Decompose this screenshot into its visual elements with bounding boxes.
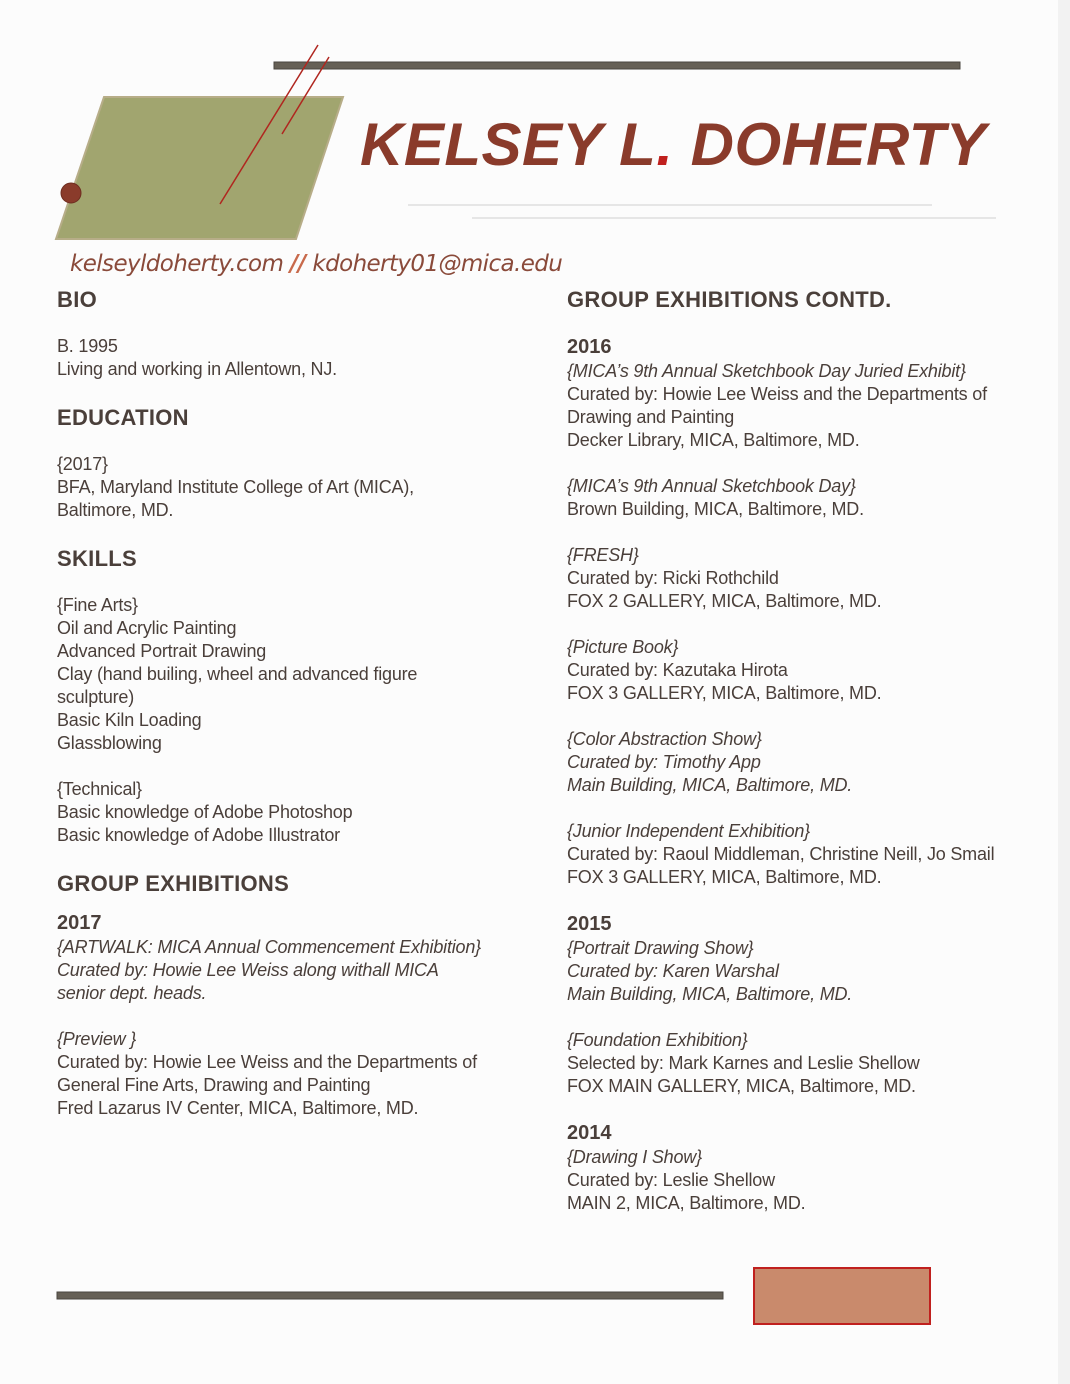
exhibition-detail: Curated by: Ricki Rothchild bbox=[567, 568, 779, 588]
terracotta-block bbox=[754, 1268, 930, 1324]
education-section bbox=[57, 403, 527, 522]
exhibition-venue: FOX 3 GALLERY, MICA, Baltimore, MD. bbox=[567, 683, 882, 703]
exhibition-venue: Decker Library, MICA, Baltimore, MD. bbox=[567, 430, 860, 450]
education-line: Baltimore, MD. bbox=[57, 500, 174, 520]
skill-item: sculpture) bbox=[57, 687, 135, 707]
exhibition-entry bbox=[567, 475, 1047, 521]
exhibition-entry bbox=[57, 936, 527, 1005]
exhibition-detail: Curated by: Raoul Middleman, Christine Neill, Jo Smail bbox=[567, 844, 995, 864]
exhibition-curator: senior dept. heads. bbox=[57, 983, 207, 1003]
contact-separator: // bbox=[290, 251, 306, 277]
exhibition-title: {Foundation Exhibition} bbox=[567, 1030, 748, 1050]
exhibition-entry bbox=[567, 544, 1047, 613]
exhibition-venue: FOX MAIN GALLERY, MICA, Baltimore, MD. bbox=[567, 1076, 916, 1096]
year-heading: 2016 bbox=[567, 336, 612, 358]
bio-section bbox=[57, 285, 527, 381]
education-year: {2017} bbox=[57, 454, 108, 474]
exhibition-entry bbox=[567, 1029, 1047, 1098]
right-column bbox=[567, 285, 1047, 1238]
exhibition-detail: Curated by: Howie Lee Weiss and the Departments of bbox=[57, 1052, 477, 1072]
exhibition-entry bbox=[567, 360, 1047, 452]
exhibition-title: {Drawing I Show} bbox=[567, 1147, 702, 1167]
exhibition-title: {MICA’s 9th Annual Sketchbook Day Juried Exhibit} bbox=[567, 361, 966, 381]
group-exhibitions-section bbox=[57, 869, 527, 1120]
skills-heading: SKILLS bbox=[57, 546, 138, 571]
exhibition-entry bbox=[567, 1146, 1047, 1215]
exhibition-title: {Junior Independent Exhibition} bbox=[567, 821, 810, 841]
bio-line: B. 1995 bbox=[57, 336, 118, 356]
exhibition-venue: Brown Building, MICA, Baltimore, MD. bbox=[567, 499, 864, 519]
skills-section bbox=[57, 544, 527, 847]
name-title bbox=[360, 110, 986, 179]
exhibition-detail: Curated by: Kazutaka Hirota bbox=[567, 660, 788, 680]
website-link[interactable]: kelseyldoherty.com bbox=[70, 251, 284, 277]
fine-arts-label: {Fine Arts} bbox=[57, 595, 138, 615]
exhibition-detail: Selected by: Mark Karnes and Leslie Shellow bbox=[567, 1053, 920, 1073]
exhibition-venue: FOX 2 GALLERY, MICA, Baltimore, MD. bbox=[567, 591, 882, 611]
exhibition-venue: Fred Lazarus IV Center, MICA, Baltimore, MD. bbox=[57, 1098, 419, 1118]
exhibition-title: {Color Abstraction Show} bbox=[567, 729, 762, 749]
name-last: DOHERTY bbox=[673, 111, 987, 178]
skill-item: Clay (hand builing, wheel and advanced figure bbox=[57, 664, 418, 684]
email-link[interactable]: kdoherty01@mica.edu bbox=[312, 251, 563, 277]
skill-item: Advanced Portrait Drawing bbox=[57, 641, 267, 661]
year-heading: 2014 bbox=[567, 1122, 612, 1144]
exhibition-detail: Curated by: Leslie Shellow bbox=[567, 1170, 775, 1190]
exhibition-title: {ARTWALK: MICA Annual Commencement Exhibition} bbox=[57, 937, 481, 957]
bottom-bar bbox=[57, 1292, 723, 1299]
technical-label: {Technical} bbox=[57, 779, 142, 799]
exhibition-venue: FOX 3 GALLERY, MICA, Baltimore, MD. bbox=[567, 867, 882, 887]
rust-dot bbox=[61, 183, 81, 203]
education-heading: EDUCATION bbox=[57, 405, 189, 430]
exhibition-venue: Main Building, MICA, Baltimore, MD. bbox=[567, 984, 853, 1004]
exhibition-venue: MAIN 2, MICA, Baltimore, MD. bbox=[567, 1193, 806, 1213]
exhibition-entry bbox=[567, 820, 1047, 889]
exhibition-detail: Curated by: Howie Lee Weiss and the Departments of bbox=[567, 384, 987, 404]
exhibition-detail: General Fine Arts, Drawing and Painting bbox=[57, 1075, 371, 1095]
name-first: KELSEY L bbox=[360, 111, 657, 178]
exhibition-detail: Curated by: Karen Warshal bbox=[567, 961, 779, 981]
skill-item: Glassblowing bbox=[57, 733, 162, 753]
contact-line bbox=[70, 251, 562, 277]
olive-parallelogram bbox=[56, 97, 343, 239]
top-bar bbox=[274, 62, 960, 69]
year-heading: 2017 bbox=[57, 912, 102, 934]
exhibition-title: {Preview } bbox=[57, 1029, 137, 1049]
skill-item: Basic Kiln Loading bbox=[57, 710, 202, 730]
skill-item: Basic knowledge of Adobe Photoshop bbox=[57, 802, 353, 822]
exhibition-title: {FRESH} bbox=[567, 545, 639, 565]
group-exhibitions-contd-heading: GROUP EXHIBITIONS CONTD. bbox=[567, 287, 892, 312]
bio-line: Living and working in Allentown, NJ. bbox=[57, 359, 337, 379]
exhibition-detail: Curated by: Timothy App bbox=[567, 752, 761, 772]
exhibition-entry bbox=[567, 937, 1047, 1006]
bio-heading: BIO bbox=[57, 287, 98, 312]
name-dot: . bbox=[656, 111, 674, 178]
exhibition-title: {Picture Book} bbox=[567, 637, 679, 657]
skill-item: Oil and Acrylic Painting bbox=[57, 618, 237, 638]
exhibition-venue: Main Building, MICA, Baltimore, MD. bbox=[567, 775, 853, 795]
skill-item: Basic knowledge of Adobe Illustrator bbox=[57, 825, 340, 845]
group-exhibitions-heading: GROUP EXHIBITIONS bbox=[57, 871, 290, 896]
exhibition-entry bbox=[57, 1028, 527, 1120]
exhibition-title: {Portrait Drawing Show} bbox=[567, 938, 754, 958]
exhibition-curator: Curated by: Howie Lee Weiss along withall MICA bbox=[57, 960, 439, 980]
education-line: BFA, Maryland Institute College of Art (MICA), bbox=[57, 477, 414, 497]
exhibition-entry bbox=[567, 728, 1047, 797]
left-column bbox=[57, 285, 527, 1143]
year-heading: 2015 bbox=[567, 913, 612, 935]
exhibition-detail: Drawing and Painting bbox=[567, 407, 735, 427]
exhibition-title: {MICA’s 9th Annual Sketchbook Day} bbox=[567, 476, 856, 496]
exhibition-entry bbox=[567, 636, 1047, 705]
